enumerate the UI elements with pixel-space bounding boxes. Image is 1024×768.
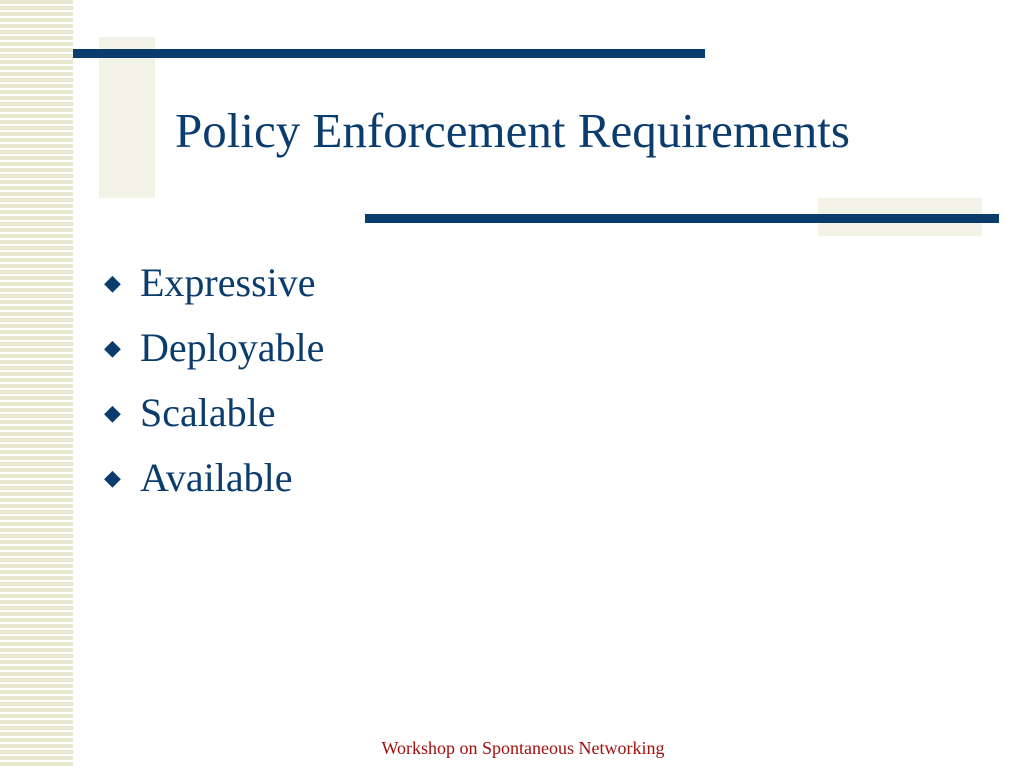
diamond-bullet-icon: ◆ — [104, 399, 121, 425]
slide-title: Policy Enforcement Requirements — [175, 103, 850, 158]
bullet-list — [104, 250, 324, 510]
bullet-label: Deployable — [140, 325, 325, 370]
title-top-rule — [73, 49, 705, 58]
bullet-item-expressive — [104, 250, 324, 315]
footer-text: Workshop on Spontaneous Networking — [381, 738, 665, 758]
bullet-label: Expressive — [140, 260, 316, 305]
slide-footer — [0, 738, 1024, 759]
bullet-label: Scalable — [140, 390, 276, 435]
bullet-item-scalable — [104, 380, 324, 445]
bullet-item-deployable — [104, 315, 324, 380]
diamond-bullet-icon: ◆ — [104, 334, 121, 360]
bullet-label: Available — [140, 455, 293, 500]
title-bottom-rule — [365, 214, 999, 223]
diamond-bullet-icon: ◆ — [104, 464, 121, 490]
title-accent-block — [99, 37, 155, 198]
bullet-item-available — [104, 445, 324, 510]
striped-side-bar — [0, 0, 73, 768]
diamond-bullet-icon: ◆ — [104, 269, 121, 295]
